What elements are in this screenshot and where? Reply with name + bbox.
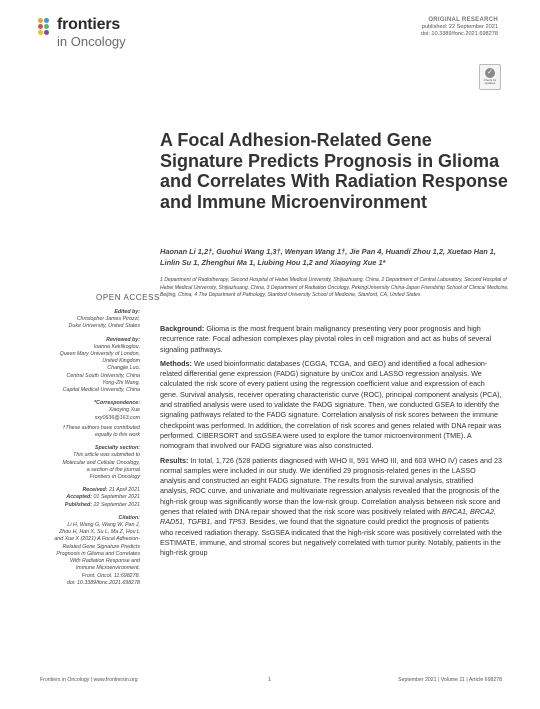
received-label: Received: (82, 487, 108, 494)
check-for-updates-button[interactable] (479, 64, 501, 90)
results-text: In total, 1,726 (528 patients diagnosed with WHO II, 591 WHO III, and 603 WHO IV) cases and 23 normal samples were included in our study. We identified 29 prognosis-related genes in the LASSO analysis and constructed an eight FADG signature. The results from the survival analysis, stratified analysis, ROC curve, and univariate and multivariate regression analysis revealed that the prognosis of the high-risk group was significantly worse than the low-risk group. Correlation analysis between risk score and genes that related with DNA repair showed that the risk score was positively related with (160, 455, 502, 517)
results-label: Results: (160, 455, 189, 465)
results-conjunction: and (212, 517, 229, 527)
updates-label-2: updates (484, 81, 496, 86)
abstract-results (160, 456, 502, 559)
abstract-background (160, 324, 502, 355)
reviewer-line: United Kingdom (102, 358, 140, 365)
reviewer-line: Queen Mary University of London, (59, 351, 140, 358)
citation-line: Immune Microenvironment. (75, 565, 140, 572)
specialty-line: Frontiers in Oncology (89, 474, 140, 481)
abstract (160, 324, 502, 563)
affiliations: 1 Department of Radiotherapy, Second Hospital of Hebei Medical University, Shijiazhuang, China, 2 Department of Central Laboratory, Second Hospital of Hebei Medical University, Shijiazhuang, China, 3 Department of Radiation Oncology, PekingUniversity China-Japan Friendship School of Clinical Medicine, Beijing, China, 4 The Department of Pathology, Stanford University School of Medicine, Stanford, CA, United States (160, 277, 509, 298)
citation-line: Zhou H, Han X, Su L, Ma Z, Hou L (59, 529, 140, 536)
correspondence-name: Xiaoying Xue (108, 407, 140, 414)
published-date: published: 22 September 2021 (421, 24, 498, 30)
footer-journal[interactable]: Frontiers in Oncology | www.frontiersin.org (40, 677, 138, 683)
published-label: Published: (64, 501, 92, 508)
specialty-line: This article was submitted to (73, 452, 140, 459)
accepted-label: Accepted: (66, 494, 92, 501)
check-for-updates-icon: ✓ (485, 68, 495, 78)
specialty-line: a section of the journal (86, 466, 140, 473)
citation-line: and Xue X (2021) A Focal Adhesion- (54, 536, 140, 543)
editor-line: Christopher James Pirozzi, (76, 316, 140, 323)
results-gene-tp53: TP53 (228, 517, 246, 527)
footer-issue: September 2021 | Volume 11 | Article 698278 (398, 677, 502, 683)
citation-line: Front. Oncol. 11:698278. (81, 572, 140, 579)
reviewer-line: Ioanna Keklikoglou, (93, 343, 140, 350)
article-dates (40, 487, 140, 509)
frontiers-logo-icon (38, 18, 58, 38)
citation-line: Prognosis in Glioma and Correlates (56, 550, 140, 557)
citation-line: With Radiation Response and (69, 558, 140, 565)
citation-line: Related Gene Signature Predicts (62, 543, 140, 550)
published-date-sidebar: 22 September 2021 (93, 501, 140, 508)
article-meta (421, 17, 498, 38)
open-access-label: OPEN ACCESS (96, 293, 160, 302)
background-text: Glioma is the most frequent brain malignancy presenting very poor prognosis and high recurrence rate. Focal adhesion complexes play pivotal roles in cell migration and act as hubs of several signaling pathways. (160, 324, 492, 354)
specialty-line: Molecular and Cellular Oncology, (62, 459, 140, 466)
editor-line: Duke University, United States (68, 323, 140, 330)
background-label: Background: (160, 324, 205, 333)
accepted-date: 01 September 2021 (93, 494, 140, 501)
reviewed-by-label: Reviewed by: (106, 336, 140, 343)
updates-label-1: Check for (483, 78, 497, 82)
page-number: 1 (268, 677, 271, 683)
logo-name: frontiers (57, 16, 121, 33)
doi-link[interactable]: doi: 10.3389/fonc.2021.698278 (420, 31, 498, 37)
citation-doi[interactable]: doi: 10.3389/fonc.2021.698278 (66, 579, 140, 586)
author-list: Haonan Li 1,2†, Guohui Wang 1,3†, Wenyan Wang 1†, Jie Pan 4, Huandi Zhou 1,2, Xuetao Han 1, Linlin Su 1, Zhenghui Ma 1, Liubing Hou 1,2 and Xiaoying Xue 1* (160, 247, 496, 267)
specialty-label: Specialty section: (94, 445, 140, 452)
article-sidebar (40, 309, 140, 587)
methods-label: Methods: (160, 358, 192, 368)
correspondence-label: *Correspondence: (94, 400, 140, 407)
reviewer-line: Capital Medical University, China (62, 387, 140, 394)
equal-contribution-note: equally to this work (94, 432, 140, 439)
methods-text: We used bioinformatic databases (CGGA, TCGA, and GEO) and identified a focal adhesion-related differential gene expression (FADG) signature by uniCox and LASSO regression analysis. We calculated the risk score of every patient using the regression coefficient value and expression of each gene. Survival analysis, receiver operating characteristic curve (ROC), principal component analysis (PCA), and stratified analysis were used to validate the FADG signature. Then, we conducted GSEA to identify the signaling pathways related to the FADG signature. Correlation analysis of risk scores between the immune checkpoint was performed. In addition, the correlation of risk scores and genes related with DNA repair was performed. CIBERSORT and ssGSEA were used to explore the tumor microenvironment (TME). A nomogram that involved our FADG signature was also constructed. (160, 358, 502, 451)
reviewer-line: Yong-Zhi Wang, (102, 379, 140, 386)
logo-journal: in Oncology (57, 34, 126, 49)
citation-line: Li H, Wang G, Wang W, Pan J, (67, 522, 140, 529)
correspondence-email[interactable]: xxy0636@163.com (94, 414, 140, 421)
article-type: ORIGINAL RESEARCH (428, 17, 498, 23)
equal-contribution-note: †These authors have contributed (62, 424, 140, 431)
journal-logo[interactable] (38, 16, 158, 52)
edited-by-label: Edited by: (114, 309, 140, 315)
reviewer-line: Changjie Luo, (107, 365, 140, 372)
received-date: 21 April 2021 (108, 487, 140, 494)
citation-label: Citation: (118, 514, 140, 521)
abstract-methods (160, 359, 502, 452)
article-title: A Focal Adhesion-Related Gene Signature Predicts Prognosis in Glioma and Correlates With Radiation Response and Immune Microenvironment (160, 130, 508, 212)
results-text-continued: . Besides, we found that the signature could predict the prognosis of patients who received radiation therapy. SsGSEA indicated that the high-risk score was positively correlated with the ESTIMATE, immune, and stromal scores but negatively correlated with tumor purity. Notably, patients in the high-risk group (160, 517, 502, 558)
reviewer-line: Central South University, China (66, 372, 140, 379)
results-gene-list: BRCA1, BRCA2, RAD51, TGFB1, (160, 507, 496, 527)
